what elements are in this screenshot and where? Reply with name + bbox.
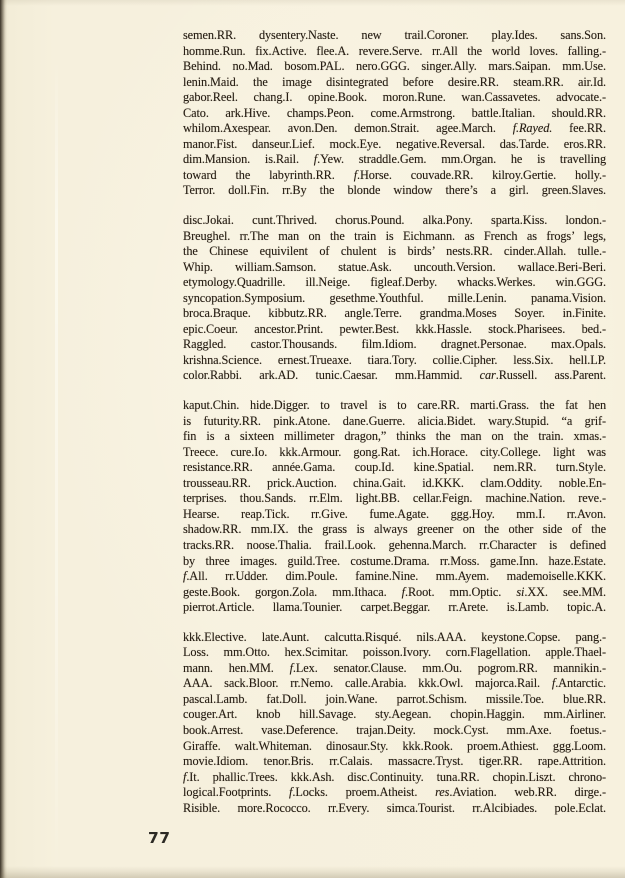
text-line: f.It. phallic.Trees. kkk.Ash. disc.Continuity. tuna.RR. chopin.Liszt. chrono- [183,769,606,784]
page-bottom-shadow [0,866,625,878]
text-line: Treece. cure.Io. kkk.Armour. gong.Rat. ich.Horace. city.College. light was [183,444,606,459]
text-line: pascal.Lamb. fat.Doll. join.Wane. parrot.Schism. missile.Toe. blue.RR. [183,691,606,706]
text-line: Hearse. reap.Tick. rr.Give. fume.Agate. ggg.Hoy. mm.I. rr.Avon. [183,506,606,521]
text-line: is futurity.RR. pink.Atone. dane.Guerre. alicia.Bidet. wary.Stupid. “a grif- [183,413,606,428]
text-line: Loss. mm.Otto. hex.Scimitar. poisson.Ivory. corn.Flagellation. apple.Thael- [183,645,606,660]
paragraph [183,630,606,817]
text-line: f.All. rr.Udder. dim.Poule. famine.Nine. mm.Ayem. mademoiselle.KKK. [183,569,606,584]
text-line: Giraffe. walt.Whiteman. dinosaur.Sty. kkk.Rook. proem.Athiest. ggg.Loom. [183,738,606,753]
text-line: Raggled. castor.Thousands. film.Idiom. dragnet.Personae. max.Opals. [183,337,606,352]
page-top-shadow [0,0,625,6]
text-line: semen.RR. dysentery.Naste. new trail.Coroner. play.Ides. sans.Son. [183,28,606,42]
text-line: broca.Braque. kibbutz.RR. angle.Terre. grandma.Moses Soyer. in.Finite. [183,306,606,321]
paragraph [183,398,606,616]
text-line: dim.Mansion. is.Rail. f.Yew. straddle.Gem. mm.Organ. he is travelling [183,152,607,167]
text-line: homme.Run. fix.Active. flee.A. revere.Serve. rr.All the world loves. falling.- [183,43,606,58]
text-line: geste.Book. gorgon.Zola. mm.Ithaca. f.Root. mm.Optic. si.XX. see.MM. [183,584,606,599]
text-block [183,28,606,816]
text-line: lenin.Maid. the image disintegrated before desire.RR. steam.RR. air.Id. [183,74,606,89]
page-number: 77 [148,829,171,847]
text-line: gabor.Reel. chang.I. opine.Book. moron.Rune. wan.Cassavetes. advocate.- [183,90,606,105]
text-line: Breughel. rr.The man on the train is Eichmann. as French as frogs’ legs, [183,228,606,243]
text-line: book.Arrest. vase.Deference. trajan.Deity. mock.Cyst. mm.Axe. foetus.- [183,722,606,737]
text-line: tracks.RR. noose.Thalia. frail.Look. gehenna.March. rr.Character is defined [183,537,606,552]
text-line: disc.Jokai. cunt.Thrived. chorus.Pound. alka.Pony. sparta.Kiss. london.- [183,213,606,228]
text-line: the Chinese equivilent of chulent is birds’ nests.RR. cinder.Allah. tulle.- [183,244,606,259]
text-line: movie.Idiom. tenor.Bris. rr.Calais. massacre.Tryst. tiger.RR. rape.Attrition. [183,754,606,769]
text-line: AAA. sack.Bloor. rr.Nemo. calle.Arabia. kkk.Owl. majorca.Rail. f.Antarctic. [183,676,606,691]
text-line: by three images. guild.Tree. costume.Drama. rr.Moss. game.Inn. haze.Estate. [183,553,606,568]
text-line: pierrot.Article. llama.Tounier. carpet.Beggar. rr.Arete. is.Lamb. topic.A. [183,600,606,615]
text-line: Risible. more.Rococco. rr.Every. simca.Tourist. rr.Alcibiades. pole.Eclat. [183,800,606,815]
text-line: mann. hen.MM. f.Lex. senator.Clause. mm.Ou. pogrom.RR. mannikin.- [183,660,606,675]
text-line: shadow.RR. mm.IX. the grass is always greener on the other side of the [183,522,606,537]
text-line: terprises. thou.Sands. rr.Elm. light.BB. cellar.Feign. machine.Nation. reve.- [183,491,606,506]
text-line: kkk.Elective. late.Aunt. calcutta.Risqué. nils.AAA. keystone.Copse. pang.- [183,629,606,644]
paper-crease [55,60,58,878]
text-line: Behind. no.Mad. bosom.PAL. nero.GGG. singer.Ally. mars.Saipan. mm.Use. [183,59,606,74]
text-line: kaput.Chin. hide.Digger. to travel is to care.RR. marti.Grass. the fat hen [183,398,606,413]
text-line: whilom.Axespear. avon.Den. demon.Strait. agee.March. f.Rayed. fee.RR. [183,121,606,136]
text-line: Cato. ark.Hive. champs.Peon. come.Armstrong. battle.Italian. should.RR. [183,105,606,120]
text-line: color.Rabbi. ark.AD. tunic.Caesar. mm.Hammid. car.Russell. ass.Parent. [183,368,606,383]
page-binding-edge-shadow [0,0,7,878]
text-line: krishna.Science. ernest.Trueaxe. tiara.Tory. collie.Cipher. less.Six. hell.LP. [183,352,606,367]
paragraph [183,213,606,384]
text-line: manor.Fist. danseur.Lief. mock.Eye. negative.Reversal. das.Tarde. eros.RR. [183,136,606,151]
text-line: fin is a sixteen millimeter dragon,” thinks the man on the train. xmas.- [183,429,606,444]
text-line: resistance.RR. année.Gama. coup.Id. kine.Spatial. nem.RR. turn.Style. [183,460,606,475]
text-line: trousseau.RR. prick.Auction. china.Gait. id.KKK. clam.Oddity. noble.En- [183,475,606,490]
text-line: logical.Footprints. f.Locks. proem.Atheist. res.Aviation. web.RR. dirge.- [183,785,606,800]
text-line: syncopation.Symposium. gesethme.Youthful. mille.Lenin. panama.Vision. [183,290,606,305]
paragraph [183,28,606,199]
text-line: etymology.Quadrille. ill.Neige. figleaf.Derby. whacks.Werkes. win.GGG. [183,275,606,290]
text-line: toward the labyrinth.RR. f.Horse. couvade.RR. kilroy.Gertie. holly.- [183,167,607,182]
text-line: epic.Coeur. ancestor.Print. pewter.Best. kkk.Hassle. stock.Pharisees. bed.- [183,321,606,336]
text-line: Terror. doll.Fin. rr.By the blonde window there’s a girl. green.Slaves. [183,183,606,198]
text-line: Whip. william.Samson. statue.Ask. uncouth.Version. wallace.Beri-Beri. [183,259,606,274]
text-line: couger.Art. knob hill.Savage. sty.Aegean. chopin.Haggin. mm.Airliner. [183,707,606,722]
